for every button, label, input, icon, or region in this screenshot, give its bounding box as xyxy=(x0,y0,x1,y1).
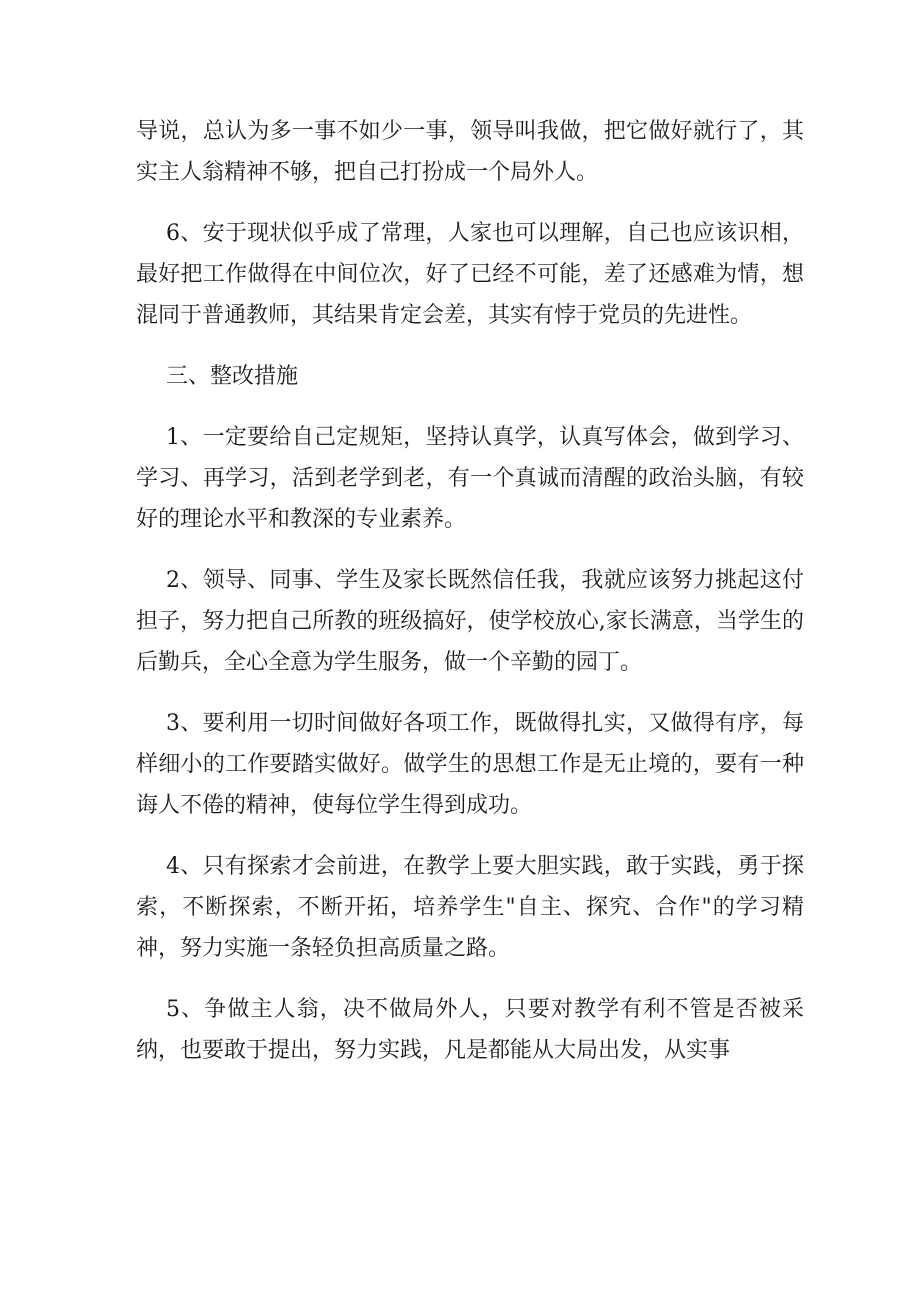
paragraph-continued: 导说，总认为多一事不如少一事，领导叫我做，把它做好就行了，其实主人翁精神不够，把自己打扮成一个局外人。 xyxy=(136,119,804,185)
measure-item-5: 5、争做主人翁，决不做局外人，只要对教学有利不管是否被采纳，也要敢于提出，努力实践，凡是都能从大局出发，从实事 xyxy=(136,997,804,1063)
measure-item-4: 4、只有探索才会前进，在教学上要大胆实践，敢于实践，勇于探索，不断探索，不断开拓，培养学生"自主、探究、合作"的学习精神，努力实施一条轻负担高质量之路。 xyxy=(136,854,804,961)
measure-item-2: 2、领导、同事、学生及家长既然信任我，我就应该努力挑起这付担子，努力把自己所教的班级搞好，使学校放心,家长满意，当学生的后勤兵，全心全意为学生服务，做一个辛勤的园丁。 xyxy=(136,568,804,675)
document-body xyxy=(136,111,804,1091)
measure-item-1: 1、一定要给自己定规矩，坚持认真学，认真写体会，做到学习、学习、再学习，活到老学到老，有一个真诚而清醒的政治头脑，有较好的理论水平和教深的专业素养。 xyxy=(136,425,804,532)
paragraph-item-6: 6、安于现状似乎成了常理，人家也可以理解，自己也应该识相，最好把工作做得在中间位次，好了已经不可能，差了还感难为情，想混同于普通教师，其结果肯定会差，其实有悖于党员的先进性。 xyxy=(136,221,804,328)
section-heading: 三、整改措施 xyxy=(166,364,299,389)
measure-item-3: 3、要利用一切时间做好各项工作，既做得扎实，又做得有序，每样细小的工作要踏实做好。做学生的思想工作是无止境的，要有一种诲人不倦的精神，使每位学生得到成功。 xyxy=(136,711,804,818)
